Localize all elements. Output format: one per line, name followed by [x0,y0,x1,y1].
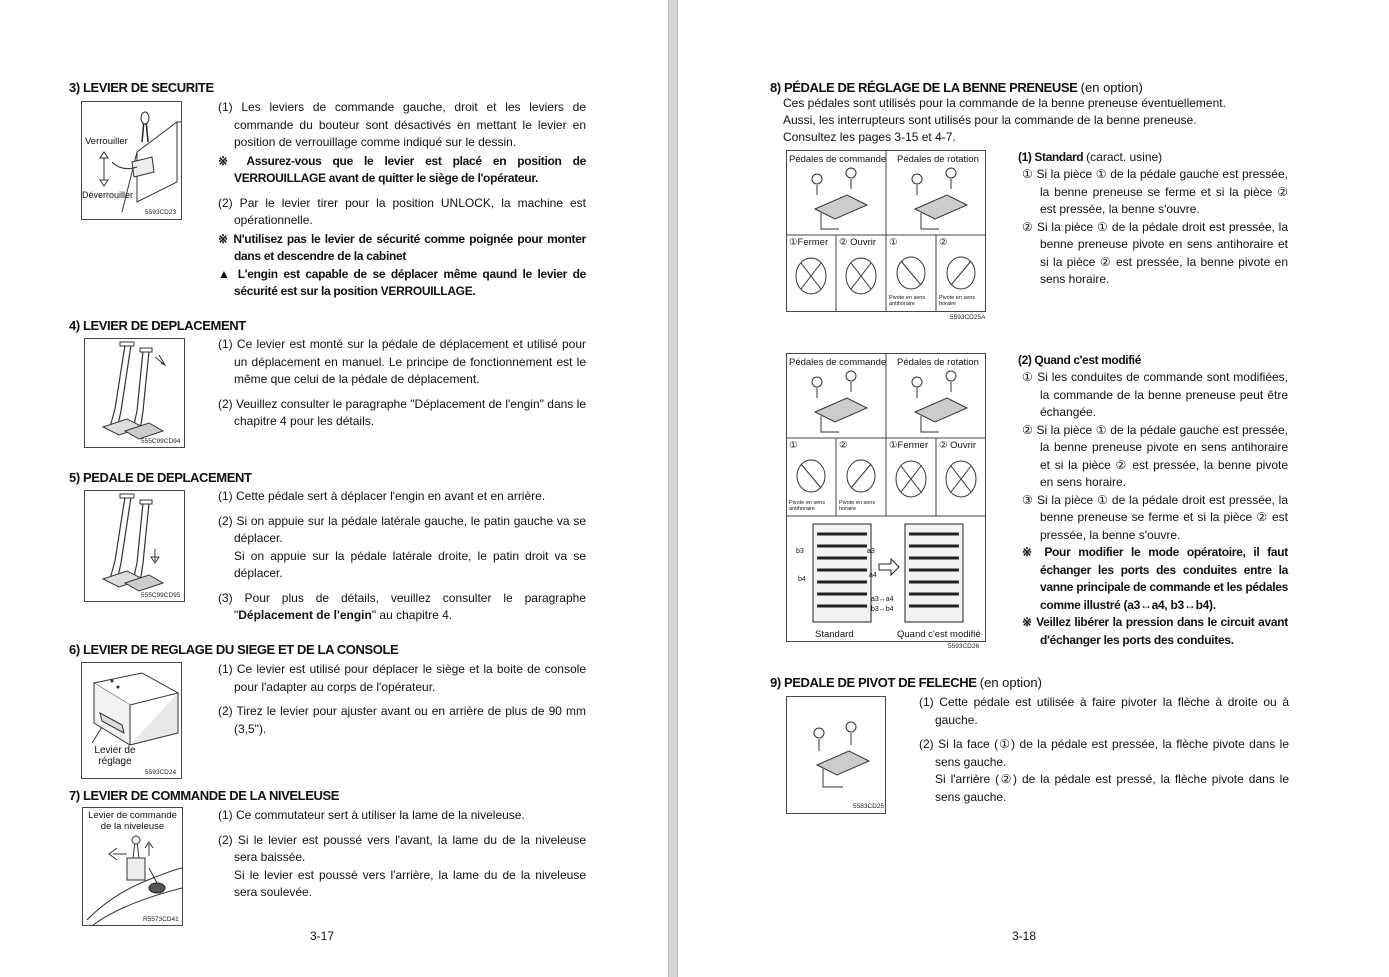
section-title-pivot-fleche [770,675,1042,690]
section-intro [783,95,1303,146]
port-label-b3: b3 [796,548,804,555]
figure-travel-lever [84,338,185,448]
page-3-18 [678,0,1389,977]
standard-label: Standard [815,629,854,640]
paragraph-continued: Si on appuie sur la pédale latérale droite, le patin droit va se déplacer. [234,548,586,580]
cell-label: ② Ouvrir [839,237,877,248]
page-gutter [668,0,678,977]
page-3-17 [0,0,668,977]
paragraph: (2) Veuillez consulter le paragraphe "Déplacement de l'engin" dans le chapitre 4 pour les détails. [218,396,586,428]
title-text: 8) PÉDALE DE RÉGLAGE DE LA BENNE PRENEUSE [770,80,1078,95]
figure-seat-lever [81,662,182,779]
numbered-item: ② Si la pièce ① de la pédale gauche est pressée, la benne preneuse pivote en sens antihoraire et si la pièce ② est pressée, la benne pivote en sens horaire. [1022,422,1288,489]
figure-code: 5583CD25 [853,803,885,810]
page-number: 3-17 [310,929,335,943]
subsection-title-standard [1018,150,1162,164]
section-text-securite [218,99,586,308]
fig-header-left: Pédales de commande [789,357,887,368]
page-number: 3-18 [1012,929,1037,943]
grapple-standard-drawing [787,151,985,311]
figure-code: R5573CD41 [143,916,179,923]
note: ※ Veillez libérer la pression dans le circuit avant d'échanger les ports des conduites. [1022,615,1288,647]
modified-text [1022,369,1288,649]
boom-swing-pedal-drawing [787,697,885,813]
intro-line: Aussi, les interrupteurs sont utilisés pour la commande de la benne preneuse. [783,113,1197,127]
port-label-a4: a4 [869,572,877,579]
warning-note: ▲ L'engin est capable de se déplacer même qaund le levier de sécurité est sur la position VERROUILLAGE. [218,266,586,298]
section-title-levier-deplacement: 4) LEVIER DE DEPLACEMENT [69,318,246,333]
paragraph: (2) Si le levier est poussé vers l'avant, la lame du de la niveleuse sera baissée. [218,832,586,864]
section-text-pedale-deplacement [218,488,586,632]
title-option: (en option) [979,675,1042,690]
paragraph: (1) Cette pédale est utilisée à faire pivoter la flèche à droite ou à gauche. [919,695,1289,727]
pedal-icon [912,168,967,229]
paragraph-continued: Si l'arrière (②) de la pédale est pressé, la flèche pivote dans le sens gauche. [935,772,1289,804]
intro-line: Consultez les pages 3-15 et 4-7. [783,130,956,144]
cell-label: ① [789,440,798,451]
fig-header-left: Pédales de commande [789,154,887,165]
swap-label: b3↔b4 [871,606,894,613]
pivot-label: Pivote en sens horaire [939,295,976,307]
paragraph-continued: Si le levier est poussé vers l'arrière, la lame du de la niveleuse sera soulevée. [234,867,586,899]
section-text-niveleuse [218,807,586,909]
title-text: 9) PEDALE DE PIVOT DE FELECHE [770,675,977,690]
cell-label: ② [839,440,848,451]
text: " au chapitre 4. [371,608,453,622]
cell-label: ① [889,237,898,248]
cell-label: ①Fermer [889,440,929,451]
intro-line: Ces pédales sont utilisés pour la commande de la benne preneuse éventuellement. [783,96,1226,110]
port-label-b4: b4 [798,576,806,583]
figure-dozer-lever [82,807,183,926]
figure-code: 555C99CD95 [141,592,181,599]
paragraph: (1) Les leviers de commande gauche, droit et les leviers de commande du bouteur sont désactivés en mettant le levier en position de verrouillage comme indiqué sur le dessin. [218,100,586,149]
dozer-lever-drawing [83,808,182,925]
note: ※ N'utilisez pas le levier de sécurité comme poignée pour monter dans et descendre de la cabinet [218,231,586,263]
paragraph: (1) Cette pédale sert à déplacer l'engin en avant et en arrière. [218,489,546,503]
section-title-securite: 3) LEVIER DE SECURITE [69,80,214,95]
fig-header-right: Pédales de rotation [897,154,979,165]
paragraph: (1) Ce levier est monté sur la pédale de déplacement et utilisé pour un déplacement en manuel. Le principe de fonctionnement est le même que celui de la pédale de déplacement. [218,337,586,386]
adjust-lever-label: Levier de réglage [94,745,136,767]
lock-label: Verrouiller [85,136,128,147]
port-label-a3: a3 [867,548,875,555]
section-title-pedale-deplacement: 5) PEDALE DE DEPLACEMENT [69,470,252,485]
paragraph: (2) Si la face (①) de la pédale est pressée, la flèche pivote dans le sens gauche. [919,737,1289,769]
numbered-item: ③ Si la pièce ① de la pédale droit est pressée, la benne preneuse se ferme et si la pièce ② est pressée, la benne s'ouvre. [1022,492,1288,542]
section-text-pivot-fleche [919,694,1289,813]
figure-grapple-standard [786,150,986,312]
cell-label: ② Ouvrir [939,440,977,451]
figure-code: 5593CD23 [145,209,177,216]
paragraph: (2) Par le levier tirer pour la position UNLOCK, la machine est opérationnelle. [218,195,586,227]
section-title-benne-preneuse [770,80,1143,95]
paragraph: (2) Si on appuie sur la pédale latérale gauche, le patin gauche va se déplacer. [218,513,586,545]
cell-label: ② [939,237,948,248]
pivot-label: Pivote en sens horaire [839,500,876,512]
dozer-lever-label: Levier de commande de la niveleuse [88,810,177,832]
figure-code: 5593CD26 [948,643,980,650]
paragraph: (1) Ce commutateur sert à utiliser la lame de la niveleuse. [218,808,525,822]
numbered-item: ① Si la pièce ① de la pédale gauche est pressée, la benne preneuse se ferme et si la pièce ② est pressée, la benne s'ouvre. [1022,167,1288,216]
swap-label: a3↔a4 [871,596,894,603]
modified-label: Quand c'est modifié [897,629,981,640]
figure-safety-lever [81,101,182,220]
figure-code: 5593CD24 [145,769,177,776]
note: ※ Pour modifier le mode opératoire, il faut échanger les ports des conduites entre la vanne principale de commande et les pédales comme illustré (a3↔a4, b3↔b4). [1022,545,1288,612]
safety-lever-drawing [82,102,181,219]
travel-lever-drawing [85,339,184,447]
travel-pedal-drawing [85,491,184,601]
section-title-niveleuse: 7) LEVIER DE COMMANDE DE LA NIVELEUSE [69,788,340,803]
paragraph: (2) Tirez le levier pour ajuster avant ou en arrière de plus de 90 mm (3,5"). [218,704,586,736]
text: (3) Pour plus de détails, veuillez consulter le paragraphe " [218,590,586,622]
figure-code: 5593CD25A [950,314,986,321]
title-text: (1) Standard [1018,150,1084,164]
pivot-label: Pivote en sens antihoraire [789,500,826,512]
fig-header-right: Pédales de rotation [897,357,979,368]
numbered-item: ② Si la pièce ① de la pédale droit est pressée, la benne preneuse pivote en sens antihoraire et si la pièce ② est pressée, la benne pivote en sens horaire. [1022,219,1288,286]
figure-code: 555C99CD94 [141,438,181,445]
paragraph [218,590,586,625]
pivot-label: Pivote en sens antihoraire [889,295,926,307]
numbered-item: ① Si les conduites de commande sont modifiées, la commande de la benne preneuse peut être échangée. [1022,370,1288,419]
standard-text [1022,166,1288,289]
note: ※ Assurez-vous que le levier est placé en position de VERROUILLAGE avant de quitter le siège de l'opérateur. [218,153,586,185]
section-text-reglage-siege [218,661,586,745]
cell-label: ①Fermer [789,237,829,248]
subsection-title-modified: (2) Quand c'est modifié [1018,353,1142,367]
pedal-icon [812,168,867,229]
figure-travel-pedal [84,490,185,602]
emphasis: Déplacement de l'engin [238,608,372,622]
section-title-reglage-siege: 6) LEVIER DE REGLAGE DU SIEGE ET DE LA CONSOLE [69,642,399,657]
figure-grapple-modified [786,353,986,642]
figure-boom-swing-pedal [786,696,886,814]
section-text-levier-deplacement [218,336,586,438]
unlock-label: Déverrouiller [82,190,134,200]
paragraph: (1) Ce levier est utilisé pour déplacer le siège et la boite de console pour l'adapter au corps de l'opérateur. [218,662,586,694]
title-option: (en option) [1080,80,1143,95]
title-option: (caract. usine) [1086,150,1163,164]
